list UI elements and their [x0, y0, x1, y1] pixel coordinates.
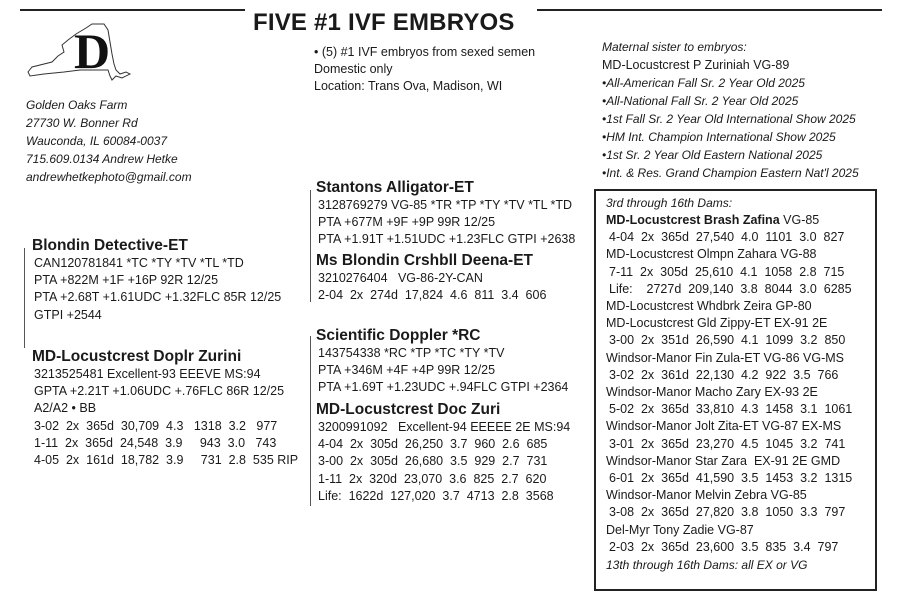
dam-dam-record: 3-00 2x 305d 26,680 3.5 929 2.7 731 — [318, 454, 548, 469]
dams-list — [606, 212, 852, 556]
dam-dam-line: 3200991092 Excellent-94 EEEEE 2E MS:94 — [318, 420, 571, 434]
farm-address-line1: 27730 W. Bonner Rd — [26, 116, 138, 130]
pedigree-connector-lower — [310, 336, 311, 506]
dam-name-line: MD-Locustcrest Gld Zippy-ET EX-91 2E — [606, 316, 828, 331]
award-item: •All-National Fall Sr. 2 Year Old 2025 — [602, 94, 799, 108]
maternal-sister — [602, 38, 859, 182]
farm-name: Golden Oaks Farm — [26, 98, 128, 112]
top-rule-right — [537, 9, 882, 11]
dam-name-line: Windsor-Manor Macho Zary EX-93 2E — [606, 385, 818, 400]
dam-sire-line: PTA +1.69T +1.23UDC +.94FLC GTPI +2364 — [318, 380, 569, 395]
sire-block — [32, 236, 281, 324]
offer-details — [314, 44, 535, 96]
dam-name-bold: MD-Locustcrest Brash Zafina — [606, 213, 780, 227]
dam-name-line: Windsor-Manor Melvin Zebra VG-85 — [606, 488, 807, 503]
dam-record: 3-00 2x 351d 26,590 4.1 1099 3.2 850 — [609, 333, 846, 348]
dam-line: A2/A2 • BB — [34, 401, 97, 416]
top-rule-left — [20, 9, 245, 11]
dam-record: 3-02 2x 365d 30,709 4.3 1318 3.2 977 — [34, 418, 278, 433]
pedigree-connector-left — [24, 248, 25, 348]
dam-dam-name: MD-Locustcrest Doc Zuri — [316, 401, 501, 418]
dam-dam-record: Life: 1622d 127,020 3.7 4713 2.8 3568 — [318, 488, 554, 503]
dam-name-line: Windsor-Manor Fin Zula-ET VG-86 VG-MS — [606, 350, 845, 365]
dam-classification: VG-85 — [779, 213, 820, 227]
sire-name: Blondin Detective-ET — [32, 237, 188, 254]
sire-sire-block — [316, 178, 575, 249]
dam-dam-record: 1-11 2x 320d 23,070 3.6 825 2.7 620 — [318, 471, 547, 486]
dam-name-line: MD-Locustcrest Whdbrk Zeira GP-80 — [606, 299, 812, 314]
dam-dam-block — [316, 400, 570, 505]
offer-line3: Location: Trans Ova, Madison, WI — [314, 79, 503, 94]
dam-block — [32, 347, 298, 469]
sire-line: CAN120781841 *TC *TY *TV *TL *TD — [34, 256, 244, 270]
offer-line2: Domestic only — [314, 62, 393, 77]
maternal-sister-awards — [602, 74, 859, 182]
dam-name-line: Del-Myr Tony Zadie VG-87 — [606, 522, 754, 537]
dam-sire-block — [316, 326, 568, 397]
dam-record: 7-11 2x 305d 25,610 4.1 1058 2.8 715 — [609, 264, 845, 279]
dam-name-line: Windsor-Manor Star Zara EX-91 2E GMD — [606, 453, 841, 468]
sire-dam-name: Ms Blondin Crshbll Deena-ET — [316, 252, 534, 269]
award-item: •1st Fall Sr. 2 Year Old International Show 2025 — [602, 112, 856, 126]
dam-record: 6-01 2x 365d 41,590 3.5 1453 3.2 1315 — [609, 471, 853, 486]
dam-record: 3-01 2x 365d 23,270 4.5 1045 3.2 741 — [609, 436, 846, 451]
dam-sire-name: Scientific Doppler *RC — [316, 327, 481, 344]
dam-line: 3213525481 Excellent-93 EEEVE MS:94 — [34, 367, 261, 381]
dam-name-line: Windsor-Manor Jolt Zita-ET VG-87 EX-MS — [606, 419, 842, 434]
sire-dam-line: 3210276404 VG-86-2Y-CAN — [318, 271, 483, 285]
sire-sire-line: 3128769279 VG-85 *TR *TP *TY *TV *TL *TD — [318, 198, 573, 212]
dam-name: MD-Locustcrest Doplr Zurini — [32, 348, 242, 365]
sire-sire-line: PTA +1.91T +1.51UDC +1.23FLC GTPI +2638 — [318, 232, 576, 247]
maternal-sister-name: MD-Locustcrest P Zuriniah VG-89 — [602, 58, 790, 72]
maternal-sister-heading: Maternal sister to embryos: — [602, 40, 747, 54]
dam-name-line: MD-Locustcrest Olmpn Zahara VG-88 — [606, 247, 817, 262]
logo-new-york-state-icon — [24, 12, 134, 88]
award-item: •Int. & Res. Grand Champion Eastern Nat'l 2025 — [602, 166, 859, 180]
dam-record: 2-03 2x 365d 23,600 3.5 835 3.4 797 — [609, 539, 839, 554]
dam-record: 3-08 2x 365d 27,820 3.8 1050 3.3 797 — [609, 505, 846, 520]
sire-line: GTPI +2544 — [34, 307, 102, 322]
dam-record: Life: 2727d 209,140 3.8 8044 3.0 6285 — [609, 281, 852, 296]
award-item: •1st Sr. 2 Year Old Eastern National 2025 — [602, 148, 823, 162]
dam-name-line — [606, 212, 852, 229]
dam-line: GPTA +2.21T +1.06UDC +.76FLC 86R 12/25 — [34, 384, 285, 399]
farm-contact — [26, 96, 192, 186]
sire-line: PTA +822M +1F +16P 92R 12/25 — [34, 273, 219, 288]
sire-line: PTA +2.68T +1.61UDC +1.32FLC 85R 12/25 — [34, 290, 282, 305]
dam-sire-line: PTA +346M +4F +4P 99R 12/25 — [318, 363, 496, 378]
sire-dam-line: 2-04 2x 274d 17,824 4.6 811 3.4 606 — [318, 288, 547, 303]
sire-sire-name: Stantons Alligator-ET — [316, 179, 474, 196]
award-item: •HM Int. Champion International Show 2025 — [602, 130, 836, 144]
dams-box — [594, 189, 877, 591]
award-item: •All-American Fall Sr. 2 Year Old 2025 — [602, 76, 805, 90]
dam-record: 4-04 2x 365d 27,540 4.0 1101 3.0 827 — [609, 230, 845, 245]
pedigree-connector-upper — [310, 190, 311, 302]
farm-email: andrewhetkephoto@gmail.com — [26, 170, 192, 184]
dams-box-footer: 13th through 16th Dams: all EX or VG — [606, 558, 808, 573]
dam-record: 1-11 2x 365d 24,548 3.9 943 3.0 743 — [34, 435, 277, 450]
dams-box-heading: 3rd through 16th Dams: — [606, 196, 733, 210]
farm-phone-contact: 715.609.0134 Andrew Hetke — [26, 152, 178, 166]
dam-record: 5-02 2x 365d 33,810 4.3 1458 3.1 1061 — [609, 402, 853, 417]
logo-letter: D — [74, 23, 111, 79]
dam-sire-line: 143754338 *RC *TP *TC *TY *TV — [318, 346, 505, 360]
sire-dam-block — [316, 251, 546, 304]
farm-address-line2: Wauconda, IL 60084-0037 — [26, 134, 168, 148]
sire-sire-line: PTA +677M +9F +9P 99R 12/25 — [318, 215, 496, 230]
page-title: FIVE #1 IVF EMBRYOS — [253, 9, 515, 36]
dam-record: 3-02 2x 361d 22,130 4.2 922 3.5 766 — [609, 367, 839, 382]
offer-line1: • (5) #1 IVF embryos from sexed semen — [314, 45, 536, 59]
dam-dam-record: 4-04 2x 305d 26,250 3.7 960 2.6 685 — [318, 437, 548, 452]
dam-record: 4-05 2x 161d 18,782 3.9 731 2.8 535 RIP — [34, 453, 299, 468]
